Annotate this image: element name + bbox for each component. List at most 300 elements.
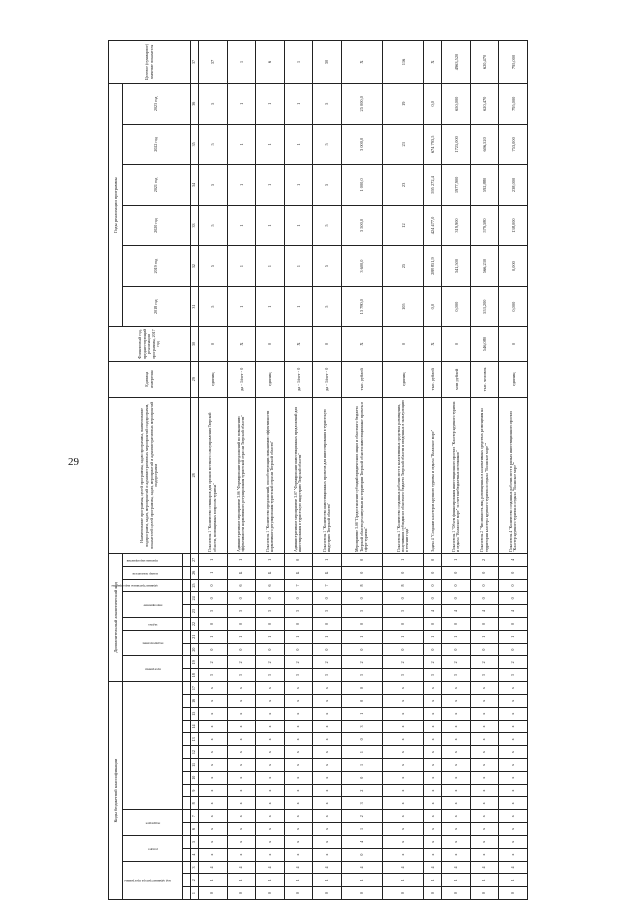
code-cell: х [470, 835, 499, 848]
code-cell: 3 [313, 605, 342, 618]
code-cell: 1 [256, 553, 285, 566]
code-cell: х [284, 784, 313, 797]
code-cell: 2 [227, 656, 256, 669]
code-cell: 0 [499, 592, 528, 605]
code-cell: 0 [499, 887, 528, 900]
code-cell: 1 [313, 630, 342, 643]
row-year-value: 1 [284, 246, 313, 287]
header-target: Целевое (суммарное) значение показателя [109, 41, 191, 84]
code-cell: 0 [383, 566, 424, 579]
row-target-value: Х [341, 41, 382, 84]
row-unit: да - 1/нет - 0 [313, 361, 342, 397]
row-base-value: 0 [383, 327, 424, 361]
code-cell: х [424, 682, 442, 695]
code-cell: 1 [199, 630, 228, 643]
row-base-value: 0 [499, 327, 528, 361]
code-cell: 0 [470, 592, 499, 605]
code-cell: 1 [499, 874, 528, 887]
code-cell: х [199, 746, 228, 759]
code-cell: 2 [470, 656, 499, 669]
row-year-value: 1 [256, 165, 285, 206]
row-year-value: 5 [313, 286, 342, 327]
code-cell: х [499, 797, 528, 810]
column-number: 7 [191, 810, 199, 823]
code-cell: 0 [284, 592, 313, 605]
row-year-value: 5 [199, 205, 228, 246]
row-year-value: 0,0 [424, 83, 442, 124]
code-cell: 1 [341, 759, 382, 772]
code-cell: 4 [227, 861, 256, 874]
code-cell: Б [284, 566, 313, 579]
code-cell: 3 [284, 605, 313, 618]
code-cell: х [499, 707, 528, 720]
row-unit: тыс. рублей [424, 361, 442, 397]
row-year-value: 1 [256, 83, 285, 124]
code-cell: х [470, 733, 499, 746]
column-number: 26 [191, 566, 199, 579]
code-cell: 4 [442, 605, 471, 618]
code-cell: х [313, 848, 342, 861]
header-razdel-label: раздел [147, 847, 158, 852]
row-year-value: 674 793,5 [424, 124, 442, 165]
row-year-value: 0,000 [499, 286, 528, 327]
code-cell: 0 [499, 566, 528, 579]
column-number: 32 [191, 246, 199, 287]
code-cell: 1 [199, 553, 228, 566]
row-unit: единиц [383, 361, 424, 397]
code-cell: 0 [341, 592, 382, 605]
header-code-label-label: программа [144, 667, 161, 672]
row-target-value: 30 [313, 41, 342, 84]
code-cell: 4 [499, 605, 528, 618]
row-target-value: 1 [284, 41, 313, 84]
code-cell: 8 [341, 579, 382, 592]
header-code-label [123, 656, 183, 682]
column-number: 9 [191, 784, 199, 797]
code-cell: 7 [284, 579, 313, 592]
code-cell: х [256, 797, 285, 810]
column-number: 10 [191, 771, 199, 784]
header-code-spacer [183, 861, 191, 874]
header-base-year: Финансовый год, предшествующий реализации программы, 2017 год [109, 327, 191, 361]
code-cell: 0 [284, 618, 313, 631]
header-podrazdel [123, 810, 183, 836]
code-cell: 3 [442, 669, 471, 682]
row-base-value: Х [284, 327, 313, 361]
row-year-value: 341,500 [442, 246, 471, 287]
code-cell: 2 [284, 656, 313, 669]
header-code-spacer [183, 733, 191, 746]
row-base-value: Х [424, 327, 442, 361]
column-number: 8 [191, 797, 199, 810]
code-cell: х [227, 707, 256, 720]
code-cell: 0 [313, 618, 342, 631]
code-cell: 3 [256, 605, 285, 618]
code-cell: х [442, 810, 471, 823]
row-year-value: 424 477,0 [424, 205, 442, 246]
code-cell: 0 [383, 592, 424, 605]
row-year-value: 1 000,0 [341, 165, 382, 206]
header-code-spacer [183, 720, 191, 733]
code-cell: 0 [442, 887, 471, 900]
row-name: Показатель 2 "Численность лиц, размещенных в коллективных средствах размещения на территории кластера крупного туризма и отдыха "Волжское море"" [470, 397, 499, 553]
row-year-value: 5 [313, 205, 342, 246]
header-code-spacer [183, 579, 191, 592]
code-cell: 1 [470, 630, 499, 643]
column-number: 33 [191, 205, 199, 246]
rotated-table-sheet [108, 40, 528, 900]
code-cell: 0 [424, 592, 442, 605]
code-cell: 0 [470, 579, 499, 592]
code-cell: 0 [284, 643, 313, 656]
row-name: Показатель 1 "Объем финансирования инвестиционного проекта "Кластер крупного туризма и отдыха "Волжское море" за счет внебюджетных источников" [442, 397, 471, 553]
row-target-value: 116 [383, 41, 424, 84]
code-cell: 0 [256, 887, 285, 900]
row-year-value: 1 [227, 246, 256, 287]
row-year-value: 1 [284, 205, 313, 246]
code-cell: 0 [341, 695, 382, 708]
code-cell: х [227, 733, 256, 746]
code-cell: х [470, 759, 499, 772]
code-cell: х [284, 759, 313, 772]
code-cell: 1 [442, 553, 471, 566]
column-number: 11 [191, 759, 199, 772]
code-cell: х [227, 784, 256, 797]
header-years-group: Годы реализации программы [109, 83, 123, 326]
code-cell: 2 [341, 810, 382, 823]
code-cell: х [227, 720, 256, 733]
column-number: 6 [191, 823, 199, 836]
code-cell: 4 [470, 861, 499, 874]
code-cell: х [442, 797, 471, 810]
code-cell: х [199, 707, 228, 720]
code-cell: х [227, 695, 256, 708]
row-year-value: 5 [313, 83, 342, 124]
code-cell: х [227, 682, 256, 695]
code-cell: 1 [442, 874, 471, 887]
code-cell: х [284, 810, 313, 823]
header-admin-code-label: код администратора программы [124, 879, 171, 884]
column-number: 5 [191, 835, 199, 848]
code-cell: х [199, 835, 228, 848]
code-cell: 1 [256, 874, 285, 887]
header-code-label [110, 579, 183, 592]
code-cell: х [227, 810, 256, 823]
code-cell: 2 [313, 656, 342, 669]
code-cell: х [499, 746, 528, 759]
code-cell: х [499, 759, 528, 772]
code-cell: 0 [256, 618, 285, 631]
code-cell: 1 [341, 874, 382, 887]
header-year: 2023 год [123, 83, 191, 124]
column-number: 14 [191, 720, 199, 733]
code-cell: 0 [424, 553, 442, 566]
table-row [227, 41, 256, 900]
row-year-value: 753,000 [499, 124, 528, 165]
column-number: 1 [191, 887, 199, 900]
code-cell: х [442, 823, 471, 836]
code-cell: 6 [227, 579, 256, 592]
code-cell: х [284, 733, 313, 746]
column-number: 31 [191, 286, 199, 327]
code-cell: 1 [341, 823, 382, 836]
table-row [341, 41, 382, 900]
code-cell: 2 [499, 656, 528, 669]
row-year-value: 1 [256, 286, 285, 327]
code-cell: 2 [256, 656, 285, 669]
code-cell: х [313, 823, 342, 836]
row-year-value: 1 [256, 205, 285, 246]
row-target-value: 795,000 [499, 41, 528, 84]
row-target-value: 6 [256, 41, 285, 84]
code-cell: 4 [470, 605, 499, 618]
code-cell: 0 [499, 618, 528, 631]
code-cell: х [499, 771, 528, 784]
code-cell: 1 [227, 874, 256, 887]
table-row [199, 41, 228, 900]
code-cell: Б [256, 566, 285, 579]
code-cell: х [442, 759, 471, 772]
code-cell: х [199, 759, 228, 772]
header-admin-code [123, 861, 183, 899]
code-cell: х [442, 848, 471, 861]
code-cell: х [383, 746, 424, 759]
code-cell: х [383, 682, 424, 695]
code-cell: 4 [499, 861, 528, 874]
code-cell: 1 [470, 874, 499, 887]
column-number: 13 [191, 733, 199, 746]
row-year-value: 25 [383, 246, 424, 287]
code-cell: 2 [383, 656, 424, 669]
row-year-value: 5 [313, 246, 342, 287]
row-base-value: Х [341, 327, 382, 361]
row-year-value: 795,000 [499, 83, 528, 124]
code-cell: х [199, 848, 228, 861]
table-row [442, 41, 471, 900]
column-number: 18 [191, 669, 199, 682]
code-cell: 2 [470, 553, 499, 566]
code-cell: 0 [341, 682, 382, 695]
code-cell: 3 [341, 797, 382, 810]
code-cell: 0 [313, 643, 342, 656]
code-cell: 4 [284, 861, 313, 874]
header-year: 2021 год [123, 165, 191, 206]
row-name: Административное мероприятие 3.06 "Формирование предложений по повышению эффективности нормативного регулирования туристской отрасли Тверской области" [227, 397, 256, 553]
column-number: 4 [191, 848, 199, 861]
row-year-value: 23 [383, 124, 424, 165]
row-year-value: 5 [199, 286, 228, 327]
row-target-value: 4963,520 [442, 41, 471, 84]
code-cell: 0 [341, 848, 382, 861]
code-cell: х [227, 848, 256, 861]
row-year-value: 238,000 [499, 165, 528, 206]
header-code-label [123, 592, 183, 618]
column-number: 15 [191, 707, 199, 720]
code-cell: х [442, 746, 471, 759]
row-year-value: 288 851,9 [424, 246, 442, 287]
code-cell: 4 [424, 605, 442, 618]
code-cell: Б [313, 566, 342, 579]
row-unit: тыс. рублей [341, 361, 382, 397]
column-number: 3 [191, 861, 199, 874]
row-name: Мероприятие 3.08 "Предоставление субсидий юридическим лицам и областного бюджета Тверской области реализуемым на территории Тверской области инвестиционные проекты в сфере туризма" [341, 397, 382, 553]
code-cell: 0 [227, 592, 256, 605]
code-cell: 4 [424, 861, 442, 874]
column-number: 34 [191, 165, 199, 206]
code-cell: х [199, 797, 228, 810]
code-cell: х [199, 771, 228, 784]
header-row-1 [109, 41, 123, 900]
code-cell: 0 [227, 618, 256, 631]
code-cell: 3 [383, 669, 424, 682]
header-code-spacer [183, 630, 191, 643]
code-cell: 0 [256, 592, 285, 605]
header-code-label-label: задача [147, 622, 158, 627]
code-cell: 3 [227, 605, 256, 618]
code-cell: х [383, 720, 424, 733]
column-number: 12 [191, 746, 199, 759]
code-cell: 4 [442, 861, 471, 874]
code-cell: 0 [199, 592, 228, 605]
code-cell: 0 [341, 618, 382, 631]
code-cell: х [470, 695, 499, 708]
row-year-value: 579,580 [470, 205, 499, 246]
table-row [313, 41, 342, 900]
header-code-spacer [183, 887, 191, 900]
code-cell: 1 [256, 630, 285, 643]
row-base-value: 0 [313, 327, 342, 361]
code-cell: х [442, 784, 471, 797]
row-name: Показатель 1 "Количество семинаров для органов местного самоуправления Тверской области, посвященных вопросам туризма" [199, 397, 228, 553]
code-cell: 3 [341, 720, 382, 733]
code-cell: х [256, 707, 285, 720]
header-name: Наименование программы, целей программы, задач программы, наименование подпрограмм, задач, мероприятий и административных мероприятий подпрограмм, показателей целей программы, задач, мероприятий и административных мероприятий подпрограмм [109, 397, 191, 553]
code-cell: х [470, 746, 499, 759]
code-cell: 6 [256, 579, 285, 592]
code-cell: 0 [424, 887, 442, 900]
column-number: 2 [191, 874, 199, 887]
code-cell: х [256, 682, 285, 695]
code-cell: 7 [313, 579, 342, 592]
header-analytic-code: Дополнительный аналитический код [109, 553, 123, 681]
header-code-group: Коды бюджетной классификации [109, 682, 123, 900]
code-cell: 0 [313, 592, 342, 605]
code-cell: 1 [313, 874, 342, 887]
column-number: 28 [191, 397, 199, 553]
row-year-value: 1 [227, 286, 256, 327]
code-cell: 3 [470, 669, 499, 682]
code-cell: х [383, 695, 424, 708]
row-year-value: 5 [199, 83, 228, 124]
code-cell: х [284, 746, 313, 759]
code-cell: х [313, 810, 342, 823]
row-year-value: 319,900 [442, 205, 471, 246]
code-cell: х [256, 835, 285, 848]
code-cell: х [499, 733, 528, 746]
row-year-value: 1 [227, 165, 256, 206]
code-cell: х [199, 720, 228, 733]
row-unit: единиц [199, 361, 228, 397]
code-cell: 3 [341, 669, 382, 682]
code-cell: х [499, 810, 528, 823]
code-cell: 0 [284, 887, 313, 900]
code-cell: х [424, 759, 442, 772]
code-cell: х [424, 720, 442, 733]
code-cell: х [499, 784, 528, 797]
row-year-value: 1 [284, 286, 313, 327]
row-name: Показатель 1 "Количество предложений, способствующих повышению эффективности нормативного регулирования туристской отрасли Тверской области" [256, 397, 285, 553]
column-number: 19 [191, 656, 199, 669]
code-cell: 0 [383, 618, 424, 631]
row-name: Задача 4 "Создание кластеров крупного туризма и отдыха "Волжское море" [424, 397, 442, 553]
code-cell: 0 [442, 566, 471, 579]
row-base-value: 0 [256, 327, 285, 361]
header-code-spacer [183, 797, 191, 810]
code-cell: 0 [341, 887, 382, 900]
program-indicators-table [108, 40, 528, 900]
page-number: 29 [68, 456, 79, 468]
code-cell: х [470, 823, 499, 836]
code-cell: х [313, 695, 342, 708]
row-name: Административное мероприятие 3.07 "Формирование инвестиционных предложений для инвестирования в туристскую индустрию Тверской области" [284, 397, 313, 553]
row-year-value: 606,520 [470, 124, 499, 165]
code-cell: х [256, 784, 285, 797]
row-year-value: 5 [313, 124, 342, 165]
code-cell: 0 [424, 643, 442, 656]
code-cell: 3 [424, 669, 442, 682]
code-cell: х [442, 720, 471, 733]
header-code-spacer [183, 669, 191, 682]
row-year-value: 1977,900 [442, 165, 471, 206]
code-cell: 1 [442, 630, 471, 643]
header-code-spacer [183, 707, 191, 720]
table-row [383, 41, 424, 900]
header-code-spacer [183, 682, 191, 695]
header-code-spacer [183, 566, 191, 579]
row-unit: единиц [499, 361, 528, 397]
row-year-value: 1 [256, 246, 285, 287]
code-cell: 0 [341, 553, 382, 566]
code-cell: х [256, 759, 285, 772]
row-year-value: 0,0 [424, 286, 442, 327]
header-code-label [123, 630, 183, 656]
header-code-spacer [183, 605, 191, 618]
column-number: 36 [191, 83, 199, 124]
row-year-value: 12 [383, 205, 424, 246]
header-razdel [123, 835, 183, 861]
code-cell: 0 [256, 643, 285, 656]
code-cell: 0 [499, 643, 528, 656]
row-year-value: 620,470 [470, 83, 499, 124]
row-year-value: 1 [284, 124, 313, 165]
code-cell: 3 [227, 669, 256, 682]
row-base-value: Х [227, 327, 256, 361]
code-cell: х [227, 759, 256, 772]
code-cell: х [499, 848, 528, 861]
row-year-value: 25 000,0 [341, 83, 382, 124]
code-cell: х [442, 835, 471, 848]
column-number: 16 [191, 695, 199, 708]
code-cell: х [284, 707, 313, 720]
code-cell: 3 [383, 605, 424, 618]
code-cell: х [424, 746, 442, 759]
code-cell: х [227, 746, 256, 759]
code-cell: х [313, 707, 342, 720]
row-year-value: 5 [199, 165, 228, 206]
code-cell: 0 [227, 887, 256, 900]
code-cell: 0 [470, 643, 499, 656]
row-name: Показатель 1 "Количество инвестиционных проектов для инвестирования в туристскую индустрию Тверской области" [313, 397, 342, 553]
